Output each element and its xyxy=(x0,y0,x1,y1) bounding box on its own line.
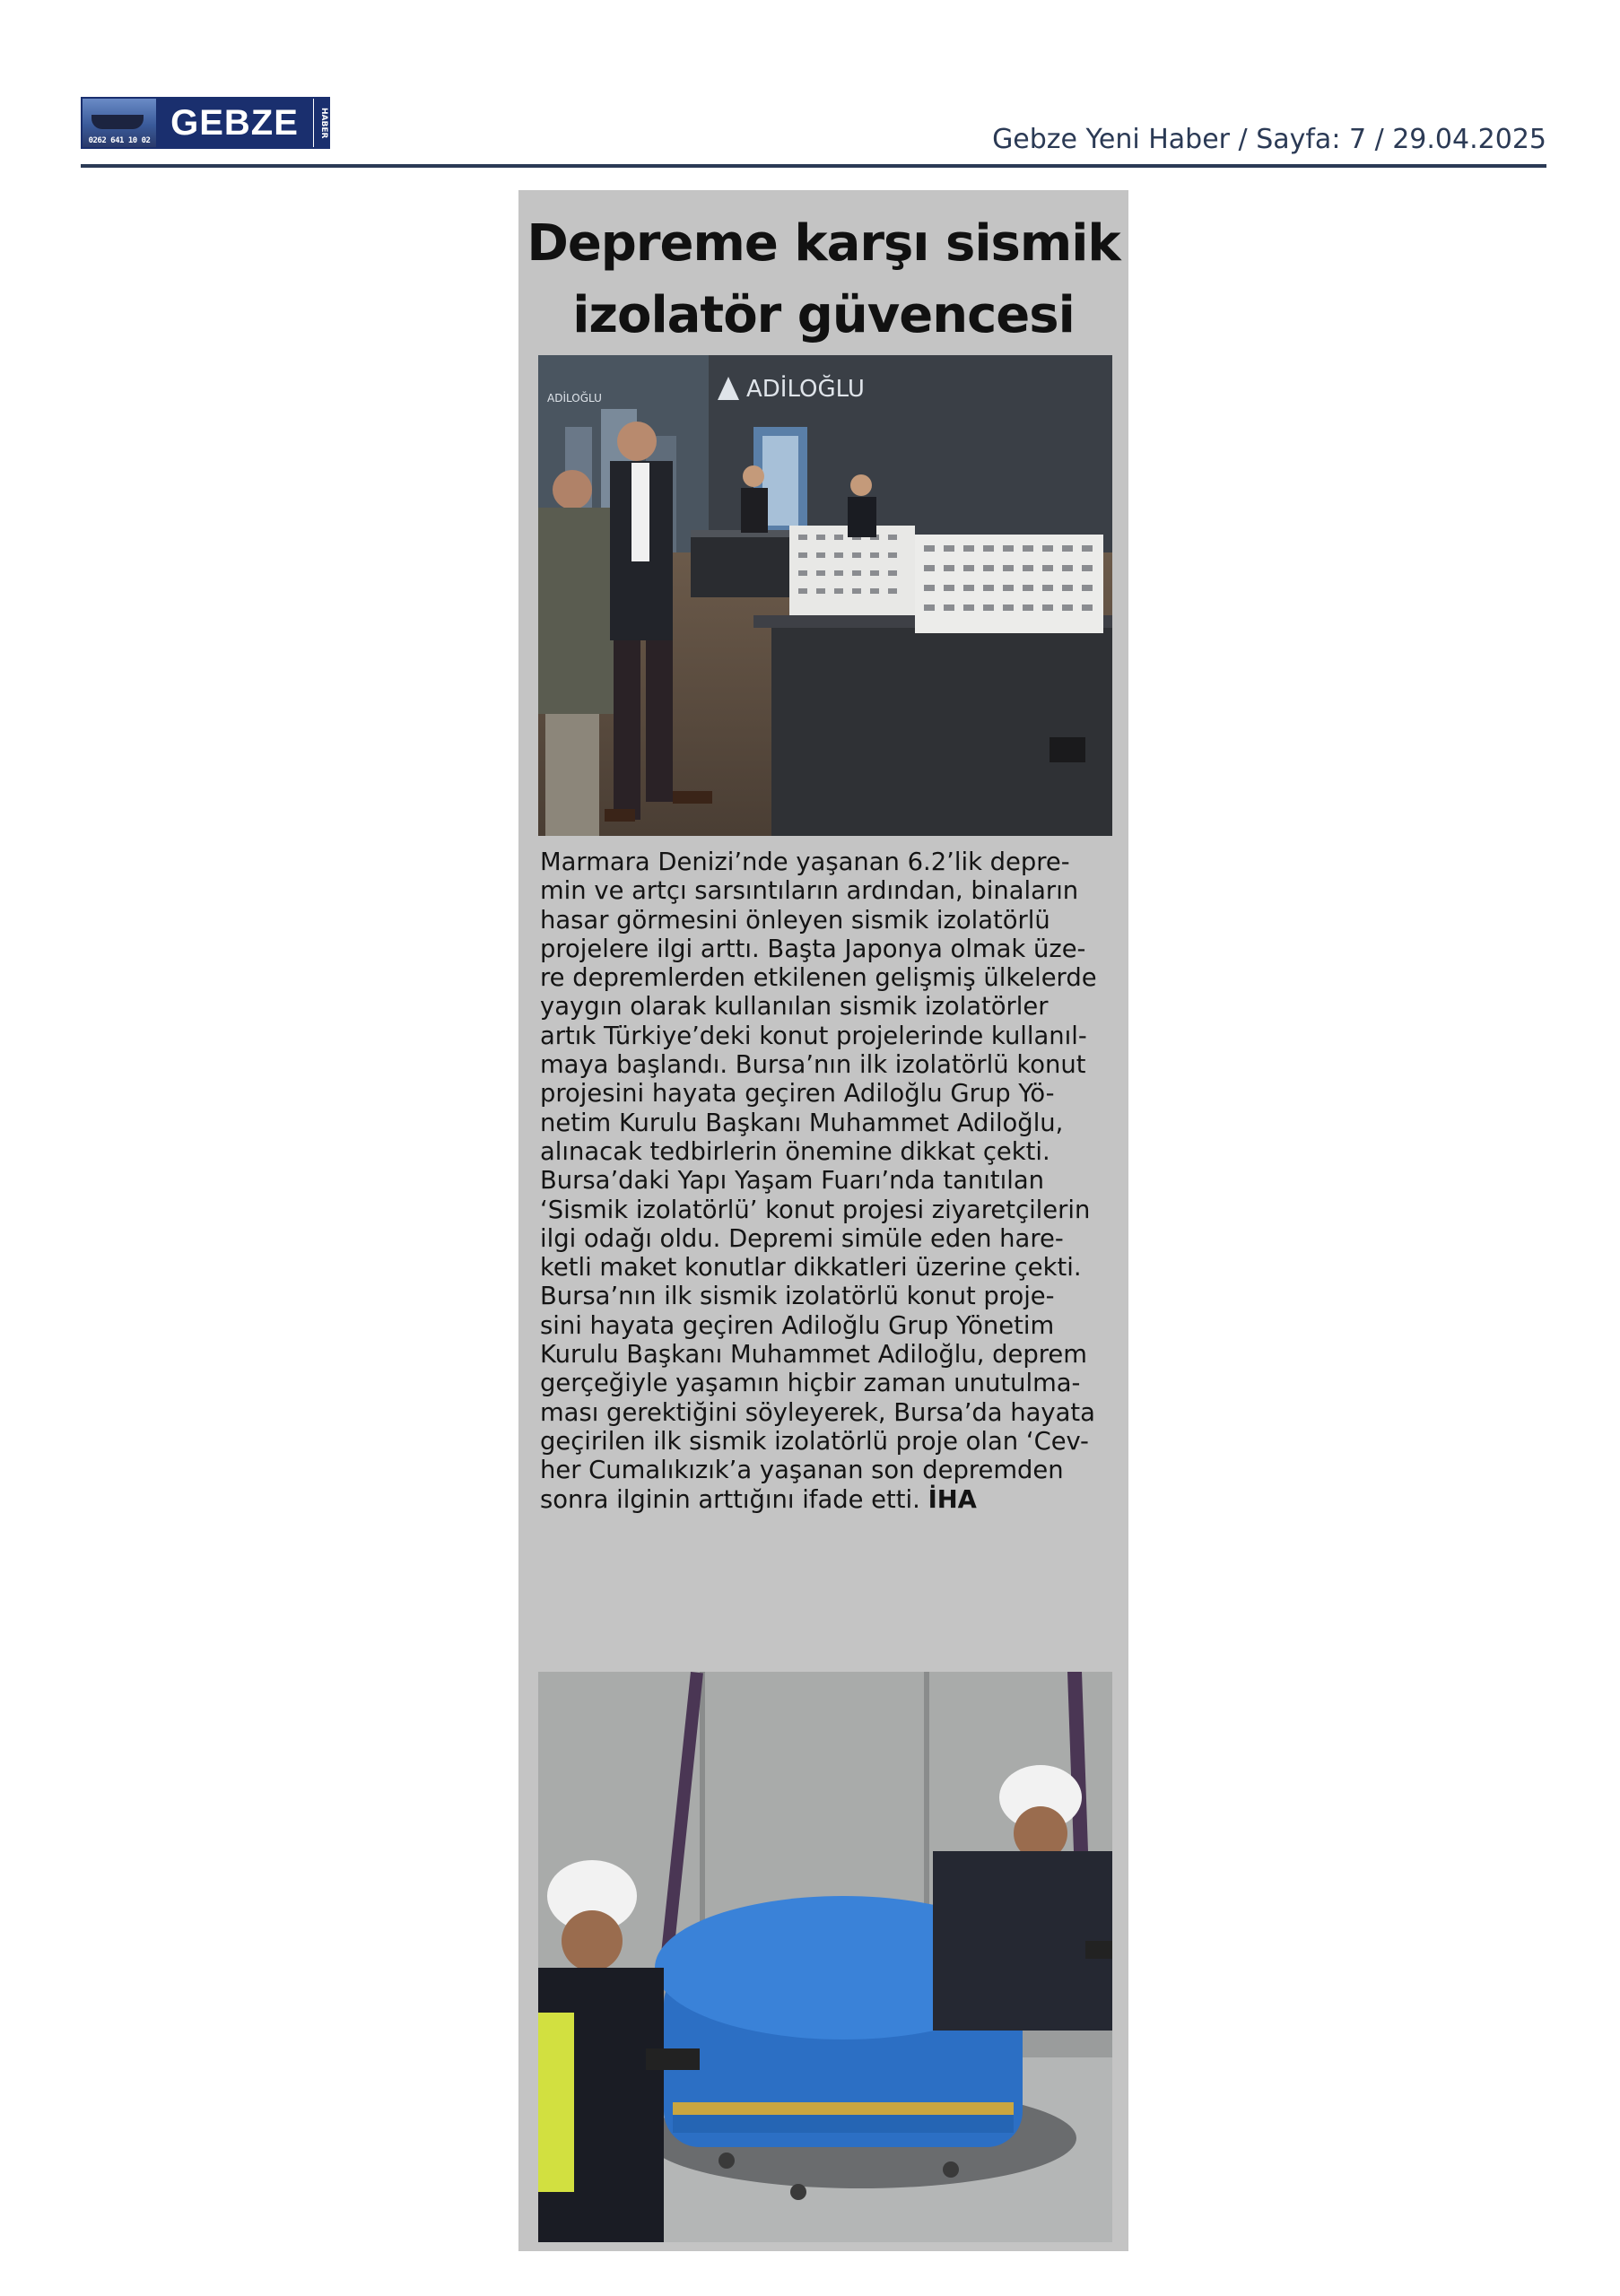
body-line: netim Kurulu Başkanı Muhammet Adiloğlu, xyxy=(540,1109,1064,1137)
body-line: ilgi odağı oldu. Depremi simüle eden hare- xyxy=(540,1224,1064,1253)
booth-sign-small-text: ADİLOĞLU xyxy=(547,392,602,404)
body-line: sini hayata geçiren Adiloğlu Grup Yönetim xyxy=(540,1311,1055,1340)
body-line: Bursa’nın ilk sismik izolatörlü konut proje- xyxy=(540,1283,1055,1311)
body-line: ması gerektiğini söyleyerek, Bursa’da hayata xyxy=(540,1398,1095,1427)
body-line: yaygın olarak kullanılan sismik izolatörler xyxy=(540,993,1049,1022)
headline-line: Depreme karşı sismik xyxy=(527,214,1120,273)
body-line: ketli maket konutlar dikkatleri üzerine çekti. xyxy=(540,1254,1082,1283)
publication-info: Gebze Yeni Haber / Sayfa: 7 / 29.04.2025 xyxy=(992,124,1546,155)
seismic-isolator-photo xyxy=(538,1672,1112,2242)
exhibition-booth-photo xyxy=(538,355,1112,836)
logo-ship-image xyxy=(83,99,156,147)
logo-phone: 0262 641 10 02 xyxy=(88,136,151,145)
logo-side-text: HABER xyxy=(313,99,328,147)
body-last-text: sonra ilginin arttığını ifade etti. xyxy=(540,1485,920,1514)
body-line: re depremlerden etkilenen gelişmiş ülkelerde xyxy=(540,964,1097,993)
body-line: hasar görmesini önleyen sismik izolatörlü xyxy=(540,906,1050,935)
body-line: geçirilen ilk sismik izolatörlü proje olan ‘Cev- xyxy=(540,1427,1089,1456)
news-source: İHA xyxy=(928,1485,977,1514)
body-line: artık Türkiye’deki konut projelerinde kullanıl- xyxy=(540,1022,1087,1050)
newspaper-logo xyxy=(81,97,330,149)
header-divider xyxy=(81,164,1546,168)
body-line: Kurulu Başkanı Muhammet Adiloğlu, deprem xyxy=(540,1341,1087,1370)
logo-wordmark: GEBZE xyxy=(156,99,313,147)
body-line: ‘Sismik izolatörlü’ konut projesi ziyaretçilerin xyxy=(540,1196,1091,1224)
news-clipping xyxy=(518,190,1128,2251)
body-line: Bursa’daki Yapı Yaşam Fuarı’nda tanıtılan xyxy=(540,1167,1044,1196)
body-line: maya başlandı. Bursa’nın ilk izolatörlü konut xyxy=(540,1051,1086,1080)
body-last-line xyxy=(540,1486,1114,1515)
body-line: min ve artçı sarsıntıların ardından, binaların xyxy=(540,877,1079,906)
article-body xyxy=(540,848,1114,1515)
body-line: projesini hayata geçiren Adiloğlu Grup Yö- xyxy=(540,1080,1055,1109)
body-line: Marmara Denizi’nde yaşanan 6.2’lik depre- xyxy=(540,848,1070,876)
body-line: projelere ilgi arttı. Başta Japonya olmak üze- xyxy=(540,935,1086,963)
article-headline xyxy=(518,208,1128,352)
body-line: gerçeğiyle yaşamın hiçbir zaman unutulma- xyxy=(540,1370,1081,1398)
body-line: her Cumalıkızık’a yaşanan son depremden xyxy=(540,1457,1064,1485)
headline-line: izolatör güvencesi xyxy=(572,286,1075,344)
body-line: alınacak tedbirlerin önemine dikkat çekti. xyxy=(540,1137,1050,1166)
booth-sign-text: ADİLOĞLU xyxy=(746,376,865,403)
